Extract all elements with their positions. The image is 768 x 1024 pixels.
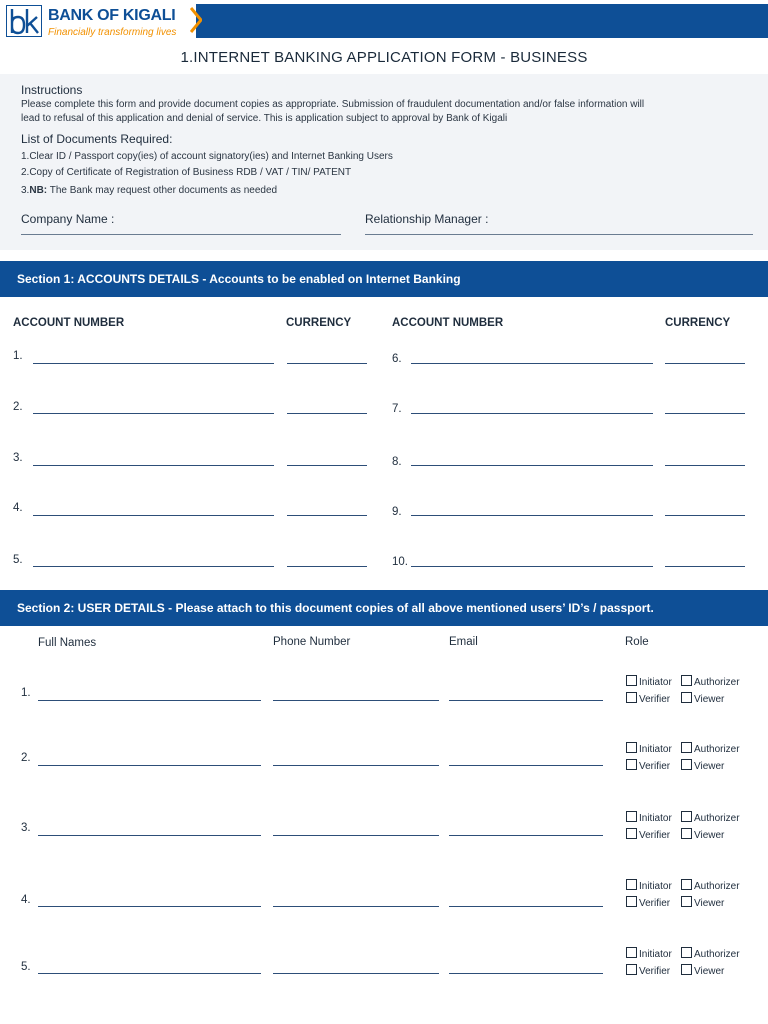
section1-title: Section 1: ACCOUNTS DETAILS - Accounts to be enabled on Internet Banking bbox=[17, 272, 461, 286]
account-row-number: 1. bbox=[13, 350, 23, 362]
checkbox-icon[interactable] bbox=[681, 879, 692, 890]
checkbox-icon[interactable] bbox=[626, 675, 637, 686]
role-verifier-checkbox[interactable]: Verifier bbox=[626, 896, 670, 909]
role-viewer-checkbox[interactable]: Viewer bbox=[681, 964, 724, 977]
currency-field[interactable] bbox=[287, 566, 367, 567]
relationship-manager-label: Relationship Manager : bbox=[365, 212, 489, 226]
section2-title: Section 2: USER DETAILS - Please attach to this document copies of all above mentioned users’ ID’s / passport. bbox=[17, 601, 654, 615]
account-number-field[interactable] bbox=[411, 515, 653, 516]
role-initiator-checkbox[interactable]: Initiator bbox=[626, 879, 672, 892]
currency-field[interactable] bbox=[665, 413, 745, 414]
full-name-field[interactable] bbox=[38, 906, 261, 907]
checkbox-icon[interactable] bbox=[626, 811, 637, 822]
checkbox-icon[interactable] bbox=[626, 879, 637, 890]
account-number-field[interactable] bbox=[411, 566, 653, 567]
full-name-field[interactable] bbox=[38, 835, 261, 836]
instructions-heading: Instructions bbox=[21, 83, 83, 97]
col-account-number-right: ACCOUNT NUMBER bbox=[392, 317, 504, 329]
role-initiator-checkbox[interactable]: Initiator bbox=[626, 742, 672, 755]
instructions-text-line1: Please complete this form and provide document copies as appropriate. Submission of fraudulent documentation and/or false information will bbox=[21, 99, 645, 110]
email-field[interactable] bbox=[449, 835, 603, 836]
role-authorizer-checkbox[interactable]: Authorizer bbox=[681, 811, 740, 824]
account-row-number: 3. bbox=[13, 452, 23, 464]
user-row-number: 3. bbox=[21, 822, 31, 834]
document-item-1: 1.Clear ID / Passport copy(ies) of account signatory(ies) and Internet Banking Users bbox=[21, 151, 393, 162]
checkbox-icon[interactable] bbox=[626, 692, 637, 703]
checkbox-icon[interactable] bbox=[681, 742, 692, 753]
account-row-number: 4. bbox=[13, 502, 23, 514]
phone-number-field[interactable] bbox=[273, 700, 439, 701]
instructions-text-line2: lead to refusal of this application and denial of service. This is application subject to approval by Bank of Kigali bbox=[21, 113, 508, 124]
currency-field[interactable] bbox=[665, 566, 745, 567]
checkbox-icon[interactable] bbox=[681, 675, 692, 686]
account-row-number: 6. bbox=[392, 353, 402, 365]
full-name-field[interactable] bbox=[38, 700, 261, 701]
account-row-number: 2. bbox=[13, 401, 23, 413]
checkbox-icon[interactable] bbox=[626, 947, 637, 958]
currency-field[interactable] bbox=[287, 413, 367, 414]
checkbox-icon[interactable] bbox=[681, 896, 692, 907]
col-account-number-left: ACCOUNT NUMBER bbox=[13, 317, 125, 329]
currency-field[interactable] bbox=[287, 363, 367, 364]
user-row-number: 4. bbox=[21, 894, 31, 906]
chevron-right-icon bbox=[190, 7, 202, 33]
account-number-field[interactable] bbox=[33, 515, 274, 516]
bk-logo-icon bbox=[6, 5, 42, 37]
email-field[interactable] bbox=[449, 906, 603, 907]
role-initiator-checkbox[interactable]: Initiator bbox=[626, 811, 672, 824]
role-authorizer-checkbox[interactable]: Authorizer bbox=[681, 879, 740, 892]
phone-number-field[interactable] bbox=[273, 835, 439, 836]
checkbox-icon[interactable] bbox=[626, 964, 637, 975]
bank-name: BANK OF KIGALI bbox=[48, 7, 176, 24]
account-number-field[interactable] bbox=[33, 363, 274, 364]
user-row-number: 5. bbox=[21, 961, 31, 973]
email-field[interactable] bbox=[449, 700, 603, 701]
company-name-label: Company Name : bbox=[21, 212, 115, 226]
full-name-field[interactable] bbox=[38, 765, 261, 766]
role-initiator-checkbox[interactable]: Initiator bbox=[626, 947, 672, 960]
checkbox-icon[interactable] bbox=[681, 947, 692, 958]
role-viewer-checkbox[interactable]: Viewer bbox=[681, 759, 724, 772]
currency-field[interactable] bbox=[665, 465, 745, 466]
checkbox-icon[interactable] bbox=[626, 896, 637, 907]
role-verifier-checkbox[interactable]: Verifier bbox=[626, 759, 670, 772]
role-viewer-checkbox[interactable]: Viewer bbox=[681, 692, 724, 705]
documents-heading: List of Documents Required: bbox=[21, 132, 173, 146]
checkbox-icon[interactable] bbox=[681, 759, 692, 770]
account-number-field[interactable] bbox=[33, 465, 274, 466]
col-full-names: Full Names bbox=[38, 637, 97, 649]
col-role: Role bbox=[625, 636, 649, 648]
checkbox-icon[interactable] bbox=[681, 811, 692, 822]
checkbox-icon[interactable] bbox=[626, 759, 637, 770]
col-email: Email bbox=[449, 636, 478, 648]
currency-field[interactable] bbox=[665, 363, 745, 364]
col-phone-number: Phone Number bbox=[273, 636, 351, 648]
role-verifier-checkbox[interactable]: Verifier bbox=[626, 964, 670, 977]
account-number-field[interactable] bbox=[411, 363, 653, 364]
account-number-field[interactable] bbox=[411, 413, 653, 414]
account-number-field[interactable] bbox=[33, 566, 274, 567]
document-item-3: 3.NB: The Bank may request other documents as needed bbox=[21, 185, 278, 196]
bank-logo bbox=[0, 0, 196, 40]
role-verifier-checkbox[interactable]: Verifier bbox=[626, 828, 670, 841]
role-verifier-checkbox[interactable]: Verifier bbox=[626, 692, 670, 705]
phone-number-field[interactable] bbox=[273, 973, 439, 974]
phone-number-field[interactable] bbox=[273, 906, 439, 907]
role-viewer-checkbox[interactable]: Viewer bbox=[681, 828, 724, 841]
currency-field[interactable] bbox=[287, 465, 367, 466]
account-row-number: 7. bbox=[392, 403, 402, 415]
role-authorizer-checkbox[interactable]: Authorizer bbox=[681, 947, 740, 960]
col-currency-right: CURRENCY bbox=[665, 317, 731, 329]
section1-header bbox=[0, 261, 768, 297]
form-title: 1.INTERNET BANKING APPLICATION FORM - BUSINESS bbox=[180, 49, 588, 66]
document-item-2: 2.Copy of Certificate of Registration of Business RDB / VAT / TIN/ PATENT bbox=[21, 167, 352, 178]
account-row-number: 9. bbox=[392, 506, 402, 518]
relationship-manager-field[interactable] bbox=[365, 234, 753, 235]
checkbox-icon[interactable] bbox=[626, 828, 637, 839]
account-row-number: 5. bbox=[13, 554, 23, 566]
phone-number-field[interactable] bbox=[273, 765, 439, 766]
user-row-number: 2. bbox=[21, 752, 31, 764]
currency-field[interactable] bbox=[665, 515, 745, 516]
account-row-number: 8. bbox=[392, 456, 402, 468]
email-field[interactable] bbox=[449, 765, 603, 766]
email-field[interactable] bbox=[449, 973, 603, 974]
company-name-field[interactable] bbox=[21, 234, 341, 235]
role-initiator-checkbox[interactable]: Initiator bbox=[626, 675, 672, 688]
checkbox-icon[interactable] bbox=[681, 692, 692, 703]
checkbox-icon[interactable] bbox=[681, 828, 692, 839]
col-currency-left: CURRENCY bbox=[286, 317, 352, 329]
section2-header bbox=[0, 590, 768, 626]
account-row-number: 10. bbox=[392, 556, 408, 568]
account-number-field[interactable] bbox=[33, 413, 274, 414]
role-viewer-checkbox[interactable]: Viewer bbox=[681, 896, 724, 909]
role-authorizer-checkbox[interactable]: Authorizer bbox=[681, 742, 740, 755]
account-number-field[interactable] bbox=[411, 465, 653, 466]
role-authorizer-checkbox[interactable]: Authorizer bbox=[681, 675, 740, 688]
checkbox-icon[interactable] bbox=[626, 742, 637, 753]
user-row-number: 1. bbox=[21, 687, 31, 699]
bank-tagline: Financially transforming lives bbox=[48, 27, 177, 38]
full-name-field[interactable] bbox=[38, 973, 261, 974]
currency-field[interactable] bbox=[287, 515, 367, 516]
checkbox-icon[interactable] bbox=[681, 964, 692, 975]
